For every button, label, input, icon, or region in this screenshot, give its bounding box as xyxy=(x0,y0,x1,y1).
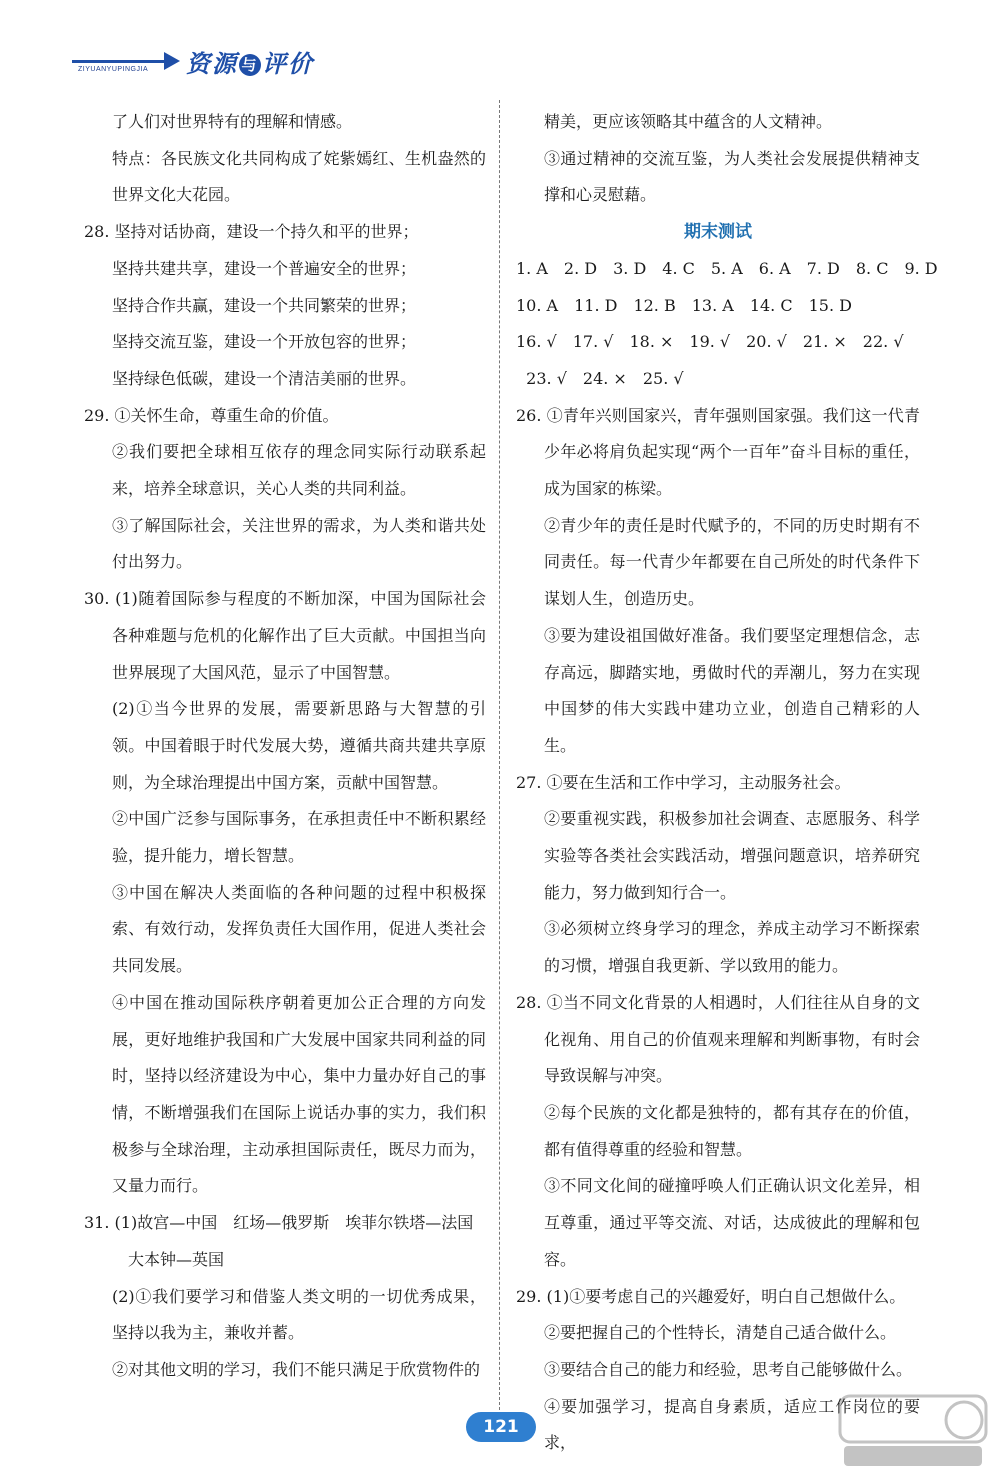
left-paragraph: 坚持交流互鉴，建设一个开放包容的世界； xyxy=(112,332,417,352)
page-header xyxy=(68,42,338,82)
left-paragraph: 坚持合作共赢，建设一个共同繁荣的世界； xyxy=(112,295,417,315)
right-paragraph: ②青少年的责任是时代赋予的，不同的历史时期有不同责任。每一代青少年都要在自己所处的时代条件下谋划人生，创造历史。 xyxy=(544,515,920,609)
answer-row: 1. A 2. D 3. D 4. C 5. A 6. A 7. D 8. C 9. D xyxy=(516,258,938,278)
right-paragraph: 29. (1)①要考虑自己的兴趣爱好，明白自己想做什么。 xyxy=(516,1286,906,1306)
answer-row: 10. A 11. D 12. B 13. A 14. C 15. D xyxy=(516,295,852,315)
header-pinyin: ZIYUANYUPINGJIA xyxy=(78,66,149,73)
left-paragraph: 28. 坚持对话协商，建设一个持久和平的世界； xyxy=(84,222,419,242)
left-paragraph: 坚持绿色低碳，建设一个清洁美丽的世界。 xyxy=(112,368,417,388)
left-paragraph: ④中国在推动国际秩序朝着更加公正合理的方向发展，更好地维护我国和广大发展中国家共同利益的同时，坚持以经济建设为中心，集中力量办好自己的事情，不断增强我们在国际上说话办事的实力，我们积极参与全球治理，主动承担国际责任，既尽力而为，又量力而行。 xyxy=(112,992,486,1196)
left-column xyxy=(84,104,486,1389)
right-paragraph: ③必须树立终身学习的理念，养成主动学习不断探索的习惯，增强自我更新、学以致用的能力。 xyxy=(544,919,920,976)
left-paragraph: ②对其他文明的学习，我们不能只满足于欣赏物件的 xyxy=(112,1359,481,1379)
header-title-part1: 资源 xyxy=(186,50,238,78)
left-paragraph: ②我们要把全球相互依存的理念同实际行动联系起来，培养全球意识，关心人类的共同利益。 xyxy=(112,442,486,499)
right-paragraph: ③通过精神的交流互鉴，为人类社会发展提供精神支撑和心灵慰藉。 xyxy=(544,148,920,205)
left-paragraph: 29. ①关怀生命，尊重生命的价值。 xyxy=(84,405,339,425)
header-rule xyxy=(72,60,172,63)
section-title: 期末测试 xyxy=(684,222,752,243)
answer-row: 16. √ 17. √ 18. × 19. √ 20. √ 21. × 22. √ xyxy=(516,332,904,352)
right-column xyxy=(516,104,938,1462)
left-paragraph: 大本钟—英国 xyxy=(112,1249,225,1269)
left-paragraph: ③中国在解决人类面临的各种问题的过程中积极探索、有效行动，发挥负责任大国作用，促进人类社会共同发展。 xyxy=(112,882,486,976)
header-title xyxy=(186,44,314,79)
left-paragraph: ③了解国际社会，关注世界的需求，为人类和谐共处付出努力。 xyxy=(112,515,486,572)
right-paragraph: ②要重视实践，积极参加社会调查、志愿服务、科学实验等各类社会实践活动，增强问题意识，培养研究能力，努力做到知行合一。 xyxy=(544,809,920,902)
right-paragraph: 精美，更应该领略其中蕴含的人文精神。 xyxy=(544,112,833,131)
right-paragraph: ③不同文化间的碰撞呼唤人们正确认识文化差异，相互尊重，通过平等交流、对话，达成彼此的理解和包容。 xyxy=(544,1176,920,1269)
left-paragraph: ②中国广泛参与国际事务，在承担责任中不断积累经验，提升能力，增长智慧。 xyxy=(112,809,486,866)
page-number-badge xyxy=(466,1412,536,1442)
left-paragraph: 30. (1)随着国际参与程度的不断加深，中国为国际社会各种难题与危机的化解作出了巨大贡献。中国担当向世界展现了大国风范，显示了中国智慧。 xyxy=(84,589,486,682)
left-paragraph: 了人们对世界特有的理解和情感。 xyxy=(112,112,353,131)
left-paragraph: (2)①当今世界的发展，需要新思路与大智慧的引领。中国着眼于时代发展大势，遵循共商共建共享原则，为全球治理提出中国方案，贡献中国智慧。 xyxy=(112,699,486,792)
column-divider xyxy=(499,100,500,1420)
header-title-amp: 与 xyxy=(239,54,261,76)
right-paragraph: 26. ①青年兴则国家兴，青年强则国家强。我们这一代青少年必将肩负起实现“两个一百年”奋斗目标的重任，成为国家的栋梁。 xyxy=(516,405,920,499)
watermark-icon xyxy=(838,1390,988,1470)
left-paragraph: (2)①我们要学习和借鉴人类文明的一切优秀成果，坚持以我为主，兼收并蓄。 xyxy=(112,1286,486,1343)
header-title-part2: 评价 xyxy=(262,50,314,78)
left-paragraph: 坚持共建共享，建设一个普遍安全的世界； xyxy=(112,258,417,278)
right-paragraph: ③要结合自己的能力和经验，思考自己能够做什么。 xyxy=(544,1359,913,1379)
right-paragraph: ③要为建设祖国做好准备。我们要坚定理想信念，志存高远，脚踏实地，勇做时代的弄潮儿，努力在实现中国梦的伟大实践中建功立业，创造自己精彩的人生。 xyxy=(544,625,920,755)
left-paragraph: 31. (1)故宫—中国 红场—俄罗斯 埃菲尔铁塔—法国 xyxy=(84,1213,474,1233)
answer-row: 23. √ 24. × 25. √ xyxy=(516,368,684,388)
watermark-logo xyxy=(838,1390,988,1470)
right-paragraph: ④要加强学习，提高自身素质，适应工作岗位的要求， xyxy=(544,1396,920,1453)
page-number: 121 xyxy=(483,1417,519,1437)
left-paragraph: 特点：各民族文化共同构成了姹紫嫣红、生机盎然的世界文化大花园。 xyxy=(112,148,486,205)
right-paragraph: ②要把握自己的个性特长，清楚自己适合做什么。 xyxy=(544,1323,897,1343)
right-paragraph: 28. ①当不同文化背景的人相遇时，人们往往从自身的文化视角、用自己的价值观来理解和判断事物，有时会导致误解与冲突。 xyxy=(516,992,920,1086)
right-paragraph: ②每个民族的文化都是独特的，都有其存在的价值，都有值得尊重的经验和智慧。 xyxy=(544,1102,920,1159)
right-paragraph: 27. ①要在生活和工作中学习，主动服务社会。 xyxy=(516,772,851,792)
arrow-icon xyxy=(164,52,180,70)
